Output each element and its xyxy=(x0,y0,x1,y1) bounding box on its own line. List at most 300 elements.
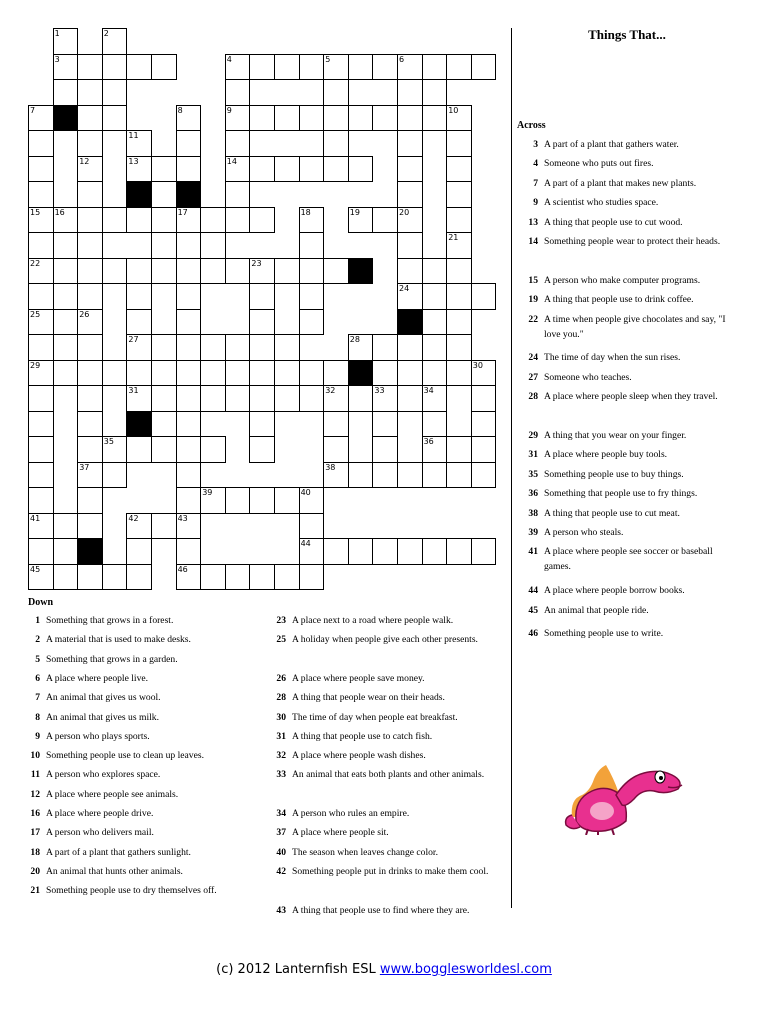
grid-cell[interactable] xyxy=(200,436,226,463)
grid-cell[interactable] xyxy=(126,436,152,463)
grid-cell[interactable] xyxy=(348,462,374,489)
clue-item-number: 41 xyxy=(528,546,538,558)
grid-cell[interactable] xyxy=(397,156,423,183)
website-link[interactable]: www.bogglesworldesl.com xyxy=(379,962,552,977)
grid-cell[interactable] xyxy=(446,334,472,361)
grid-cell[interactable] xyxy=(397,334,423,361)
clue-number: 4 xyxy=(226,54,232,64)
clue-item-number: 28 xyxy=(528,391,538,403)
grid-cell[interactable] xyxy=(422,79,448,106)
grid-cell[interactable] xyxy=(151,513,177,540)
grid-cell[interactable] xyxy=(53,513,79,540)
grid-cell[interactable] xyxy=(249,564,275,591)
clue-item-number: 31 xyxy=(528,449,538,461)
grid-cell[interactable] xyxy=(274,105,300,132)
clue-number: 39 xyxy=(202,488,213,497)
grid-cell[interactable] xyxy=(422,334,448,361)
grid-cell[interactable] xyxy=(225,207,251,234)
clue-item-text: A thing that people use to drink coffee. xyxy=(544,294,694,306)
grid-cell[interactable] xyxy=(77,487,103,514)
grid-cell[interactable] xyxy=(446,156,472,183)
grid-cell[interactable] xyxy=(28,385,54,412)
clue-item-number: 5 xyxy=(35,653,40,665)
grid-cell[interactable] xyxy=(249,54,275,81)
clue-number: 28 xyxy=(349,335,360,344)
grid-cell[interactable] xyxy=(28,130,54,157)
grid-cell[interactable] xyxy=(53,258,79,285)
clue-number: 17 xyxy=(177,207,188,217)
grid-cell[interactable] xyxy=(446,258,472,285)
clue-number: 2 xyxy=(103,29,109,38)
grid-cell[interactable] xyxy=(102,79,128,106)
clue-item-text: A place where people wash dishes. xyxy=(292,750,426,762)
clue-item-number: 16 xyxy=(30,808,40,819)
clue-item-text: A place where people live. xyxy=(46,672,149,684)
grid-cell[interactable] xyxy=(299,385,325,412)
clue-item-text: The time of day when the sun rises. xyxy=(544,352,681,364)
clue-item-text: A place where people see animals. xyxy=(46,788,179,800)
clue-item-number: 19 xyxy=(528,294,538,306)
clue-number: 23 xyxy=(251,258,262,268)
grid-cell[interactable] xyxy=(249,385,275,412)
clue-item-text: A thing that you wear on your finger. xyxy=(544,430,687,441)
grid-cell[interactable] xyxy=(77,564,103,591)
grid-cell[interactable] xyxy=(446,207,472,234)
grid-cell[interactable] xyxy=(397,232,423,259)
grid-cell[interactable] xyxy=(274,156,300,183)
grid-cell[interactable] xyxy=(77,105,103,132)
grid-cell[interactable] xyxy=(372,105,398,132)
black-square xyxy=(348,360,374,387)
clue-item-text: The time of day when people eat breakfast. xyxy=(292,711,458,723)
grid-cell[interactable] xyxy=(323,360,349,387)
grid-cell[interactable] xyxy=(372,334,398,361)
grid-cell[interactable] xyxy=(225,79,251,106)
clue-number: 35 xyxy=(103,437,114,446)
clue-item-text: Something that people use to fry things. xyxy=(544,488,698,500)
clue-item-text: Someone who puts out fires. xyxy=(544,158,654,170)
clue-number: 14 xyxy=(226,156,237,166)
grid-cell[interactable] xyxy=(28,156,54,183)
clue-item-text: Something people use to clean up leaves. xyxy=(46,750,204,762)
grid-cell[interactable] xyxy=(77,79,103,106)
grid-cell[interactable] xyxy=(249,360,275,387)
grid-cell[interactable] xyxy=(397,385,423,412)
clue-number: 5 xyxy=(325,54,331,64)
clue-item-text: A person who explores space. xyxy=(46,769,161,781)
grid-cell[interactable] xyxy=(200,385,226,412)
grid-cell[interactable] xyxy=(28,487,54,514)
grid-cell[interactable] xyxy=(299,232,325,259)
grid-cell[interactable] xyxy=(28,462,54,489)
grid-cell[interactable] xyxy=(471,411,497,438)
clue-item-number: 25 xyxy=(276,634,286,646)
black-square xyxy=(126,411,152,438)
grid-cell[interactable] xyxy=(446,436,472,463)
grid-cell[interactable] xyxy=(126,283,152,310)
grid-cell[interactable] xyxy=(422,105,448,132)
clue-item-number: 7 xyxy=(35,692,40,704)
clue-item-number: 15 xyxy=(528,274,538,286)
grid-cell[interactable] xyxy=(151,54,177,81)
grid-cell[interactable] xyxy=(102,207,128,234)
grid-cell[interactable] xyxy=(397,538,423,565)
grid-cell[interactable] xyxy=(274,487,300,514)
grid-cell[interactable] xyxy=(77,411,103,438)
clue-number: 9 xyxy=(226,105,232,115)
clue-item-number: 3 xyxy=(533,139,538,150)
grid-cell[interactable] xyxy=(471,283,497,310)
grid-cell[interactable] xyxy=(151,207,177,234)
grid-cell[interactable] xyxy=(249,487,275,514)
clue-item-text: A person who make computer programs. xyxy=(544,274,701,286)
grid-cell[interactable] xyxy=(422,54,448,81)
clue-item-number: 31 xyxy=(276,730,286,742)
grid-cell[interactable] xyxy=(151,334,177,361)
grid-cell[interactable] xyxy=(77,258,103,285)
grid-cell[interactable] xyxy=(249,207,275,234)
grid-cell[interactable] xyxy=(176,283,202,310)
clue-number: 30 xyxy=(472,360,483,370)
grid-cell[interactable] xyxy=(102,105,128,132)
grid-cell[interactable] xyxy=(28,232,54,259)
clue-item-text: Something people use to write. xyxy=(544,628,664,639)
clue-item-text: An animal that eats both plants and other animals. xyxy=(292,769,485,781)
grid-cell[interactable] xyxy=(372,54,398,81)
grid-cell[interactable] xyxy=(77,207,103,234)
grid-cell[interactable] xyxy=(422,411,448,438)
grid-cell[interactable] xyxy=(200,258,226,285)
grid-cell[interactable] xyxy=(299,258,325,285)
grid-cell[interactable] xyxy=(28,334,54,361)
clue-item-text: Something that grows in a garden. xyxy=(46,653,178,665)
grid-cell[interactable] xyxy=(200,232,226,259)
clue-item-text: A part of a plant that gathers sunlight. xyxy=(46,846,191,858)
grid-cell[interactable] xyxy=(299,564,325,591)
grid-cell[interactable] xyxy=(249,283,275,310)
grid-cell[interactable] xyxy=(249,411,275,438)
grid-cell[interactable] xyxy=(299,54,325,81)
clue-item-number: 6 xyxy=(35,672,40,684)
clue-item-text: A material that is used to make desks. xyxy=(46,634,191,646)
grid-cell[interactable] xyxy=(126,360,152,387)
grid-cell[interactable] xyxy=(249,309,275,336)
clue-item-text: Something people use to dry themselves off. xyxy=(46,885,217,897)
clue-number: 7 xyxy=(30,105,36,115)
clue-item-number: 24 xyxy=(528,352,538,364)
grid-cell[interactable] xyxy=(249,156,275,183)
clue-number: 44 xyxy=(300,539,311,548)
grid-cell[interactable] xyxy=(77,130,103,157)
grid-cell[interactable] xyxy=(372,538,398,565)
clue-number: 31 xyxy=(128,386,139,395)
clue-item-text: The season when leaves change color. xyxy=(292,846,438,858)
grid-cell[interactable] xyxy=(176,411,202,438)
grid-cell[interactable] xyxy=(176,436,202,463)
clue-number: 16 xyxy=(54,207,65,217)
grid-cell[interactable] xyxy=(422,360,448,387)
clue-number: 13 xyxy=(128,156,139,166)
clue-item-number: 37 xyxy=(276,827,286,839)
grid-cell[interactable] xyxy=(176,334,202,361)
grid-cell[interactable] xyxy=(200,564,226,591)
grid-cell[interactable] xyxy=(446,130,472,157)
clue-item-number: 22 xyxy=(528,313,538,325)
clue-item-number: 27 xyxy=(528,371,538,383)
grid-cell[interactable] xyxy=(372,207,398,234)
grid-cell[interactable] xyxy=(77,283,103,310)
grid-cell[interactable] xyxy=(225,130,251,157)
grid-cell[interactable] xyxy=(372,462,398,489)
grid-cell[interactable] xyxy=(323,156,349,183)
dragon-illustration xyxy=(562,755,692,835)
grid-cell[interactable] xyxy=(53,564,79,591)
clue-number: 22 xyxy=(30,258,41,268)
grid-cell[interactable] xyxy=(176,360,202,387)
grid-cell[interactable] xyxy=(299,309,325,336)
grid-cell[interactable] xyxy=(397,130,423,157)
grid-cell[interactable] xyxy=(422,538,448,565)
grid-cell[interactable] xyxy=(225,564,251,591)
grid-cell[interactable] xyxy=(225,360,251,387)
grid-cell[interactable] xyxy=(471,436,497,463)
clue-item-number: 1 xyxy=(35,615,40,626)
grid-cell[interactable] xyxy=(53,79,79,106)
grid-cell[interactable] xyxy=(323,538,349,565)
clue-item-number: 33 xyxy=(276,769,286,781)
grid-cell[interactable] xyxy=(176,462,202,489)
clue-item-number: 9 xyxy=(533,197,538,209)
grid-cell[interactable] xyxy=(348,538,374,565)
grid-cell[interactable] xyxy=(77,436,103,463)
grid-cell[interactable] xyxy=(151,258,177,285)
grid-cell[interactable] xyxy=(200,334,226,361)
clue-item-text: Something people wear to protect their heads. xyxy=(544,236,721,247)
clue-number: 12 xyxy=(79,156,90,166)
grid-cell[interactable] xyxy=(471,54,497,81)
clue-item-number: 38 xyxy=(528,507,538,519)
clue-item-number: 46 xyxy=(528,628,538,639)
clue-number: 45 xyxy=(30,564,41,574)
grid-cell[interactable] xyxy=(176,538,202,565)
black-square xyxy=(126,181,152,208)
grid-cell[interactable] xyxy=(249,436,275,463)
black-square xyxy=(77,538,103,565)
grid-cell[interactable] xyxy=(77,513,103,540)
grid-cell[interactable] xyxy=(471,385,497,412)
grid-cell[interactable] xyxy=(249,105,275,132)
clue-item-text: A time when people give chocolates and say, "I love you." xyxy=(544,313,726,340)
clue-item-number: 7 xyxy=(533,177,538,189)
grid-cell[interactable] xyxy=(102,564,128,591)
clue-item-text: A place where people sleep when they travel. xyxy=(544,391,718,403)
grid-cell[interactable] xyxy=(372,411,398,438)
grid-cell[interactable] xyxy=(274,334,300,361)
grid-cell[interactable] xyxy=(77,232,103,259)
grid-cell[interactable] xyxy=(274,360,300,387)
grid-cell[interactable] xyxy=(446,181,472,208)
grid-cell[interactable] xyxy=(53,309,79,336)
grid-cell[interactable] xyxy=(126,207,152,234)
grid-cell[interactable] xyxy=(102,258,128,285)
grid-cell[interactable] xyxy=(299,283,325,310)
footer xyxy=(0,962,768,977)
grid-cell[interactable] xyxy=(323,411,349,438)
clue-item-text: Something people use to buy things. xyxy=(544,468,684,480)
grid-cell[interactable] xyxy=(299,156,325,183)
grid-cell[interactable] xyxy=(274,564,300,591)
clue-number: 37 xyxy=(79,462,90,472)
grid-cell[interactable] xyxy=(126,54,152,81)
clue-item-text: A place where people save money. xyxy=(292,672,425,684)
black-square xyxy=(53,105,79,132)
clue-item-text: A person who steals. xyxy=(544,527,624,538)
copyright-text: (c) 2012 Lanternfish ESL xyxy=(216,962,376,977)
grid-cell[interactable] xyxy=(200,207,226,234)
clue-number: 1 xyxy=(54,29,60,38)
grid-cell[interactable] xyxy=(28,283,54,310)
grid-cell[interactable] xyxy=(422,462,448,489)
grid-cell[interactable] xyxy=(102,462,128,489)
grid-cell[interactable] xyxy=(151,232,177,259)
grid-cell[interactable] xyxy=(126,309,152,336)
grid-cell[interactable] xyxy=(77,334,103,361)
clue-item-text: A part of a plant that gathers water. xyxy=(544,139,679,150)
grid-cell[interactable] xyxy=(323,436,349,463)
clue-number: 33 xyxy=(374,386,385,395)
grid-cell[interactable] xyxy=(471,462,497,489)
grid-cell[interactable] xyxy=(348,54,374,81)
clue-item-text: A thing that people wear on their heads. xyxy=(292,692,445,704)
grid-cell[interactable] xyxy=(446,54,472,81)
grid-cell[interactable] xyxy=(348,105,374,132)
black-square xyxy=(397,309,423,336)
grid-cell[interactable] xyxy=(151,156,177,183)
grid-cell[interactable] xyxy=(176,385,202,412)
grid-cell[interactable] xyxy=(28,411,54,438)
clue-number: 36 xyxy=(423,437,434,446)
grid-cell[interactable] xyxy=(471,538,497,565)
grid-cell[interactable] xyxy=(397,79,423,106)
grid-cell[interactable] xyxy=(176,487,202,514)
clue-item-number: 10 xyxy=(30,750,40,762)
grid-cell[interactable] xyxy=(126,564,152,591)
clue-number: 32 xyxy=(325,386,336,395)
grid-cell[interactable] xyxy=(274,54,300,81)
grid-cell[interactable] xyxy=(323,105,349,132)
grid-cell[interactable] xyxy=(372,436,398,463)
grid-cell[interactable] xyxy=(176,258,202,285)
grid-cell[interactable] xyxy=(77,54,103,81)
clue-item-number: 39 xyxy=(528,527,538,538)
clue-number: 25 xyxy=(30,309,41,319)
grid-cell[interactable] xyxy=(77,360,103,387)
grid-cell[interactable] xyxy=(28,181,54,208)
column-divider xyxy=(511,28,512,908)
clue-number: 3 xyxy=(54,54,60,64)
grid-cell[interactable] xyxy=(446,462,472,489)
clue-item-number: 42 xyxy=(276,865,286,877)
grid-cell[interactable] xyxy=(446,538,472,565)
clue-number: 10 xyxy=(448,105,459,115)
grid-cell[interactable] xyxy=(422,283,448,310)
grid-cell[interactable] xyxy=(225,258,251,285)
clue-item-number: 44 xyxy=(528,585,538,597)
clue-item-text: A place where people see soccer or baseball games. xyxy=(544,546,713,573)
clue-number: 19 xyxy=(349,207,360,217)
clue-item-number: 21 xyxy=(30,885,40,897)
grid-cell[interactable] xyxy=(446,283,472,310)
grid-cell[interactable] xyxy=(299,360,325,387)
grid-cell[interactable] xyxy=(225,181,251,208)
clue-item-number: 4 xyxy=(533,158,538,170)
grid-cell[interactable] xyxy=(126,258,152,285)
grid-cell[interactable] xyxy=(397,258,423,285)
grid-cell[interactable] xyxy=(176,130,202,157)
grid-cell[interactable] xyxy=(225,487,251,514)
grid-cell[interactable] xyxy=(397,462,423,489)
clue-item-text: Something that grows in a forest. xyxy=(46,615,174,626)
grid-cell[interactable] xyxy=(53,360,79,387)
grid-cell[interactable] xyxy=(372,360,398,387)
grid-cell[interactable] xyxy=(102,54,128,81)
clue-item-number: 35 xyxy=(528,468,538,480)
grid-cell[interactable] xyxy=(397,105,423,132)
grid-cell[interactable] xyxy=(446,309,472,336)
grid-cell[interactable] xyxy=(28,538,54,565)
clue-item-number: 9 xyxy=(35,730,40,742)
grid-cell[interactable] xyxy=(397,181,423,208)
clue-item-text: An animal that gives us milk. xyxy=(46,711,159,723)
grid-cell[interactable] xyxy=(422,258,448,285)
clue-item-number: 17 xyxy=(30,827,40,839)
grid-cell[interactable] xyxy=(348,156,374,183)
clue-item-text: A thing that people use to cut meat. xyxy=(544,507,680,519)
grid-cell[interactable] xyxy=(274,258,300,285)
grid-cell[interactable] xyxy=(323,258,349,285)
grid-cell[interactable] xyxy=(151,385,177,412)
grid-cell[interactable] xyxy=(446,360,472,387)
grid-cell[interactable] xyxy=(299,105,325,132)
grid-cell[interactable] xyxy=(200,360,226,387)
grid-cell[interactable] xyxy=(102,360,128,387)
grid-cell[interactable] xyxy=(176,156,202,183)
grid-cell[interactable] xyxy=(225,334,251,361)
clue-item-text: A place next to a road where people walk. xyxy=(292,615,454,626)
clue-number: 18 xyxy=(300,207,311,217)
grid-cell[interactable] xyxy=(323,130,349,157)
grid-cell[interactable] xyxy=(151,436,177,463)
clue-item-number: 12 xyxy=(30,788,40,800)
grid-cell[interactable] xyxy=(249,334,275,361)
grid-cell[interactable] xyxy=(348,385,374,412)
grid-cell[interactable] xyxy=(397,360,423,387)
black-square xyxy=(348,258,374,285)
grid-cell[interactable] xyxy=(126,538,152,565)
grid-cell[interactable] xyxy=(28,436,54,463)
grid-cell[interactable] xyxy=(77,385,103,412)
grid-cell[interactable] xyxy=(176,309,202,336)
grid-cell[interactable] xyxy=(323,79,349,106)
clue-item-text: A place where people buy tools. xyxy=(544,449,668,461)
grid-cell[interactable] xyxy=(151,360,177,387)
grid-cell[interactable] xyxy=(274,385,300,412)
clue-number: 40 xyxy=(300,488,311,497)
grid-cell[interactable] xyxy=(299,513,325,540)
grid-cell[interactable] xyxy=(225,385,251,412)
clue-number: 41 xyxy=(30,513,41,523)
grid-cell[interactable] xyxy=(77,181,103,208)
